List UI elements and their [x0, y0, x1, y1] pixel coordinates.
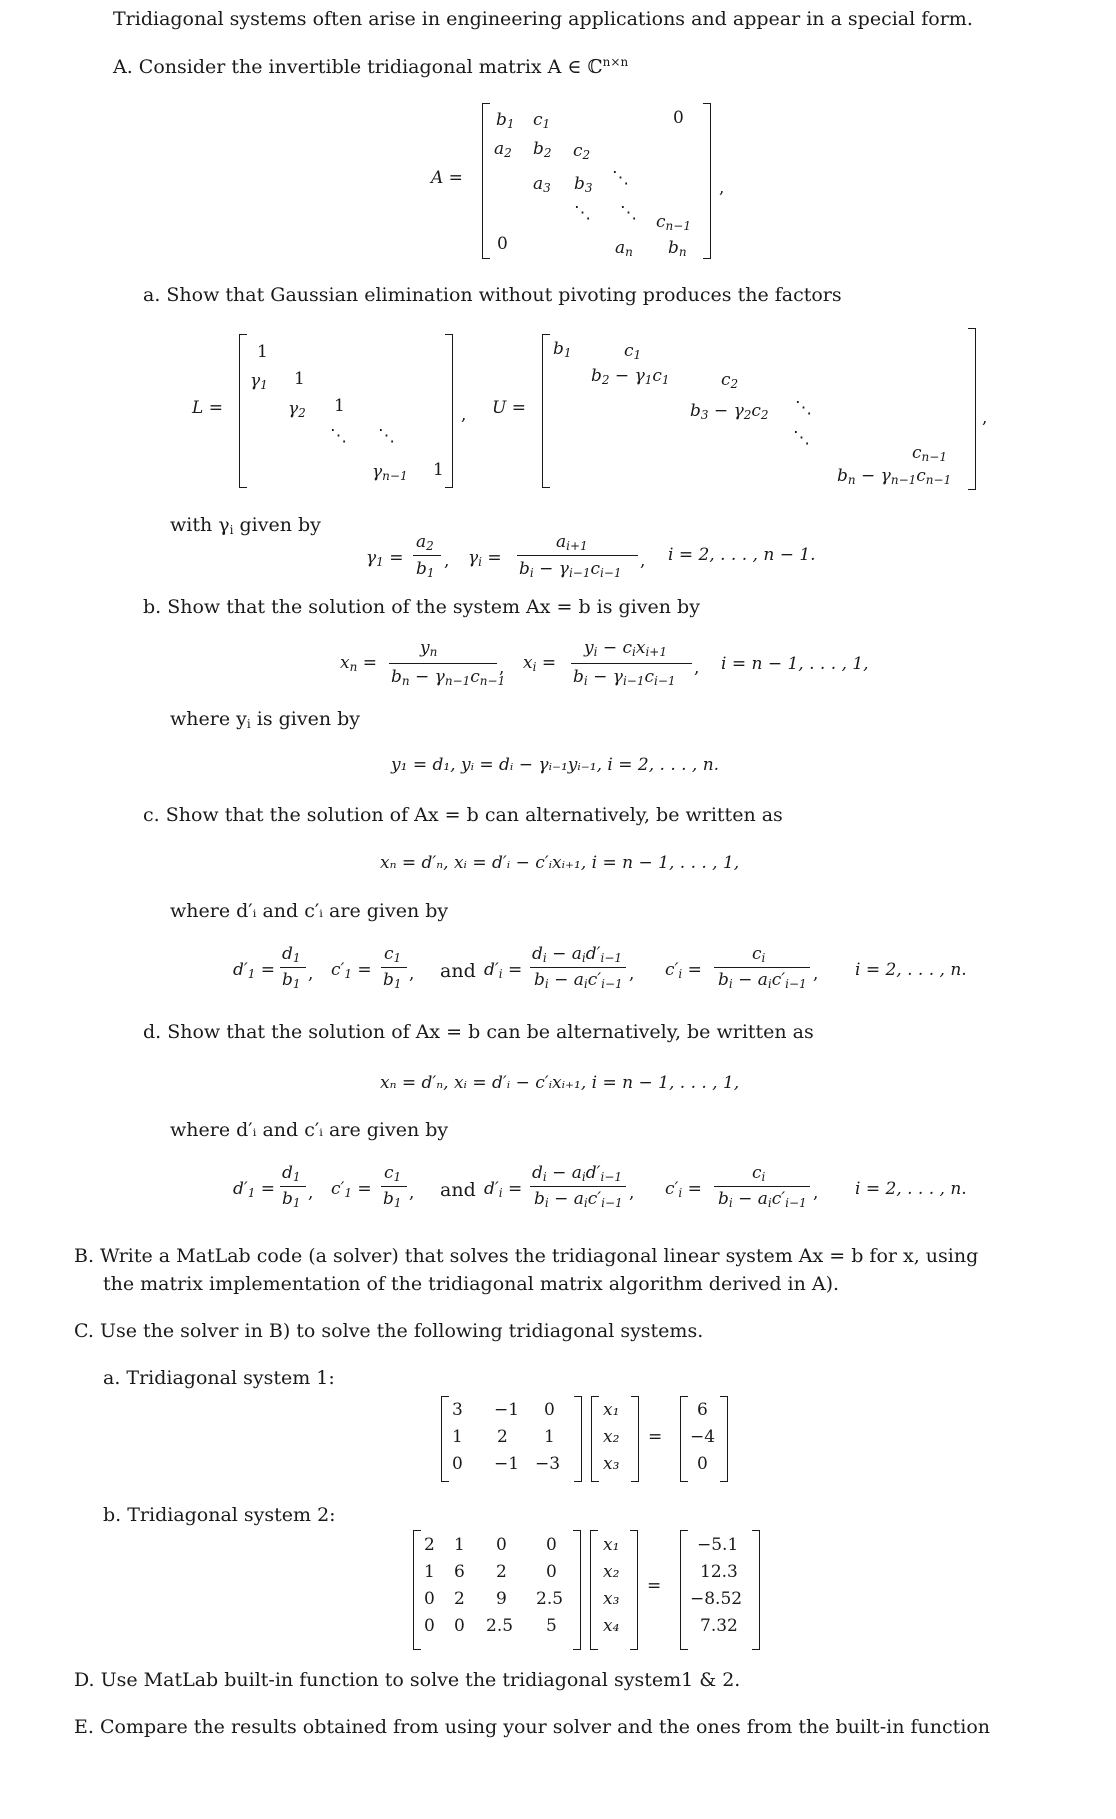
gamma-with-text: with $\gamma_i$ given by: [170, 514, 321, 537]
part-a-a-text: a. Show that Gaussian elimination without pivoting produces the factors: [143, 284, 842, 306]
system2-label: b. Tridiagonal system 2:: [103, 1504, 336, 1526]
part-c-heading: C. Use the solver in B) to solve the following tridiagonal systems.: [74, 1320, 704, 1342]
part-b-line1: B. Write a MatLab code (a solver) that solves the tridiagonal linear system Ax = b for x, using: [74, 1245, 979, 1267]
x-formula-line-d: xₙ = d′ₙ, xᵢ = d′ᵢ − c′ᵢxᵢ₊₁, i = n − 1, . . . , 1,: [380, 1073, 740, 1093]
system1-label: a. Tridiagonal system 1:: [103, 1367, 335, 1389]
where-dc-text-c: where d′ᵢ and c′ᵢ are given by: [170, 900, 449, 922]
part-d-text: D. Use MatLab built-in function to solve the tridiagonal system1 & 2.: [74, 1669, 741, 1691]
y-formula-line: y₁ = d₁, yᵢ = dᵢ − γᵢ₋₁yᵢ₋₁, i = 2, . . . , n.: [391, 755, 720, 775]
intro-text: Tridiagonal systems often arise in engineering applications and appear in a special form.: [113, 8, 973, 30]
where-dc-text-d: where d′ᵢ and c′ᵢ are given by: [170, 1119, 449, 1141]
part-a-heading: A. Consider the invertible tridiagonal matrix A ∈ ℂ$^{n\times n}$: [113, 55, 629, 78]
part-a-c-text: c. Show that the solution of Ax = b can alternatively, be written as: [143, 804, 783, 826]
x-formula-line-c: xₙ = d′ₙ, xᵢ = d′ᵢ − c′ᵢxᵢ₊₁, i = n − 1, . . . , 1,: [380, 853, 740, 873]
part-a-d-text: d. Show that the solution of Ax = b can be alternatively, be written as: [143, 1021, 814, 1043]
y-where-text: where $y_i$ is given by: [170, 708, 360, 731]
part-a-b-text: b. Show that the solution of the system Ax = b is given by: [143, 596, 700, 618]
part-b-line2: the matrix implementation of the tridiagonal matrix algorithm derived in A).: [103, 1273, 840, 1295]
part-e-text: E. Compare the results obtained from using your solver and the ones from the built-in function: [74, 1716, 990, 1738]
